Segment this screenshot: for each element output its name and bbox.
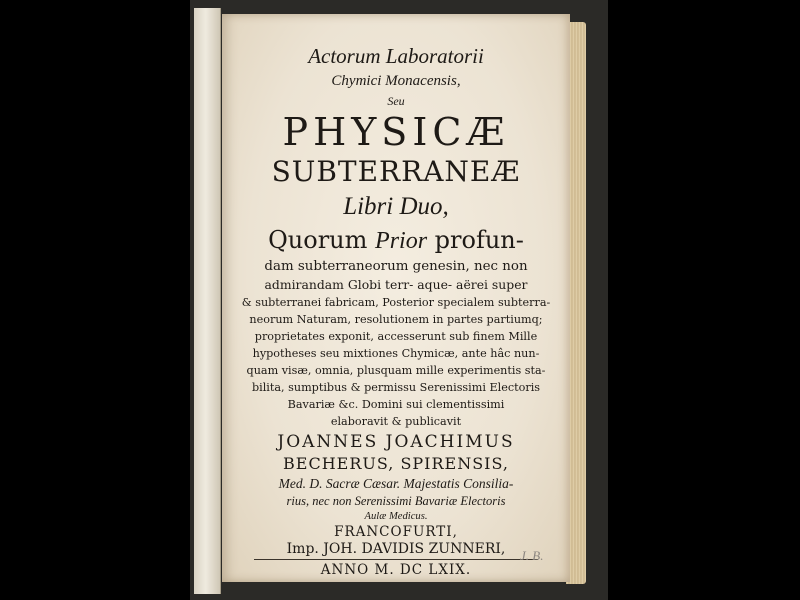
body-line-8: bilita, sumptibus & permissu Serenissimi Electoris	[251, 381, 541, 394]
body-line-6: hypotheses seu mixtiones Chymicæ, ante hâc nun-	[252, 347, 540, 360]
pencil-annotation: J. B.	[520, 548, 544, 563]
imprint-rule	[254, 559, 538, 560]
imprint-place: FRANCOFURTI,	[334, 524, 458, 540]
body-line-9: Bavariæ &c. Domini sui clementissimi	[287, 398, 505, 411]
author-name-line-2: BECHERUS, SPIRENSIS,	[283, 454, 509, 473]
body-line-4: neorum Naturam, resolutionem in partes partiumq;	[249, 313, 543, 326]
profun-text: profun-	[427, 226, 524, 254]
title-libri-duo: Libri Duo,	[343, 193, 449, 220]
title-line-2: Chymici Monacensis,	[331, 73, 461, 89]
prior-text: Prior	[375, 228, 428, 254]
body-line-5: proprietates exponit, accesserunt sub finem Mille	[254, 330, 538, 343]
title-main-physicae: PHYSICÆ	[282, 110, 510, 154]
title-line-1: Actorum Laboratorii	[308, 44, 484, 68]
author-office-line-3: Aulæ Medicus.	[364, 511, 428, 522]
title-page	[222, 14, 570, 582]
author-office-line-1: Med. D. Sacræ Cæsar. Majestatis Consilia-	[278, 476, 514, 491]
body-line-2: admirandam Globi terr- aque- aërei super	[264, 277, 528, 292]
imprint-printer: Imp. JOH. DAVIDIS ZUNNERI,	[286, 541, 506, 557]
title-line-3: Seu	[387, 94, 405, 108]
author-office-line-2: rius, nec non Serenissimi Bavariæ Electoris	[286, 494, 506, 508]
imprint-year: ANNO M. DC LXIX.	[320, 562, 472, 578]
author-name-line-1: JOANNES JOACHIMUS	[277, 432, 515, 452]
body-line-10: elaboravit & publicavit	[330, 415, 462, 428]
quorum-text: Quorum	[268, 226, 376, 254]
body-line-3: & subterranei fabricam, Posterior specialem subterra-	[241, 296, 551, 309]
title-main-subterraneae: SUBTERRANEÆ	[271, 155, 521, 188]
body-line-1: dam subterraneorum genesin, nec non	[264, 259, 528, 274]
body-line-7: quam visæ, omnia, plusquam mille experimentis sta-	[246, 364, 546, 377]
title-quorum-line	[222, 226, 570, 255]
book-gutter	[194, 8, 221, 594]
